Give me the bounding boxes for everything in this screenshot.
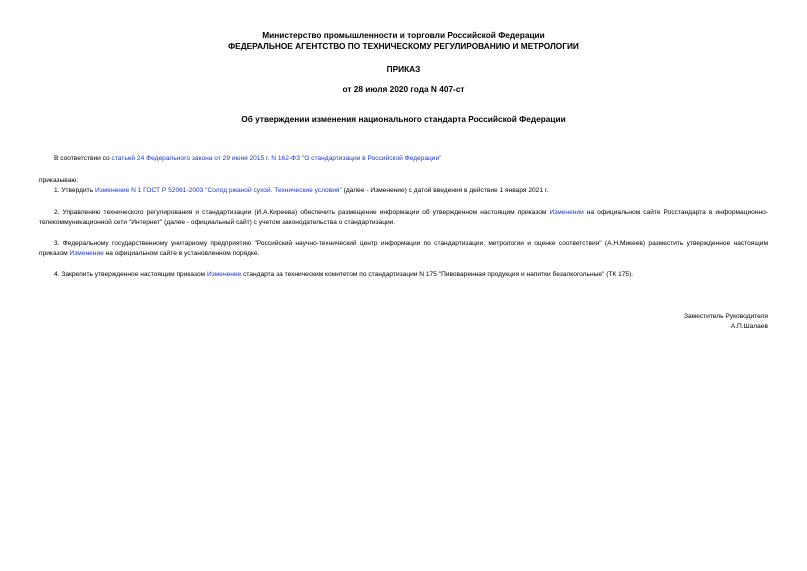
document-date-number: от 28 июля 2020 года N 407-ст bbox=[342, 84, 465, 94]
paragraph-1-text-end: (далее - Изменение) с датой введения в действие 1 января 2021 г. bbox=[341, 187, 549, 194]
paragraph-2 bbox=[39, 208, 768, 228]
order-word: приказываю: bbox=[39, 177, 79, 184]
amendment-link-4[interactable]: Изменение bbox=[206, 271, 242, 278]
document-subject: Об утверждении изменения национального стандарта Российской Федерации bbox=[241, 114, 566, 124]
preamble-text: В соответствии со bbox=[54, 155, 112, 162]
paragraph-4 bbox=[39, 270, 768, 280]
paragraph-1-text: 1. Утвердить bbox=[54, 187, 95, 194]
agency-title: ФЕДЕРАЛЬНОЕ АГЕНТСТВО ПО ТЕХНИЧЕСКОМУ РЕГУЛИРОВАНИЮ И МЕТРОЛОГИИ bbox=[228, 41, 579, 51]
paragraph-2-text-end: на официальном сайте Росстандарта в информационно-телекоммуникационной сети "Интернет" (далее - официальный сайт) с учетом законодательства о стандартизации. bbox=[39, 209, 768, 226]
preamble bbox=[54, 154, 442, 164]
paragraph-3-text-end: на официальном сайте в установленном порядке. bbox=[103, 250, 260, 257]
amendment-link-2[interactable]: Изменении bbox=[549, 209, 584, 216]
ministry-title: Министерство промышленности и торговли Российской Федерации bbox=[262, 30, 545, 40]
amendment-link-3[interactable]: Изменение bbox=[69, 250, 104, 257]
paragraph-3-text: 3. Федеральному государственному унитарному предприятию "Российский научно-технический центр информации по стандартизации, метрологии и оценке соответствия" (А.Н.Микеев) разместить утвержденное настоящим приказом bbox=[39, 240, 768, 257]
amendment-gost-link[interactable]: Изменение N 1 ГОСТ Р 52061-2003 "Солод ржаной сухой. Технические условия" bbox=[94, 187, 342, 194]
paragraph-1 bbox=[39, 186, 768, 196]
paragraph-2-text: 2. Управлению технического регулирования и стандартизации (И.А.Киреева) обеспечить размещение информации об утвержденном настоящим приказом bbox=[54, 209, 550, 216]
paragraph-4-text: 4. Закрепить утвержденное настоящим приказом bbox=[54, 271, 207, 278]
signatory-title: Заместитель Руководителя bbox=[684, 313, 768, 320]
paragraph-3 bbox=[39, 239, 768, 259]
signatory-name: А.П.Шалаев bbox=[730, 323, 768, 330]
federal-law-link[interactable]: статьей 24 Федерального закона от 29 июня 2015 г. N 162-ФЗ "О стандартизации в Российской Федерации" bbox=[111, 155, 442, 162]
paragraph-4-text-end: стандарта за техническим комитетом по стандартизации N 175 "Пивоваренная продукция и напитки безалкогольные" (ТК 175). bbox=[241, 271, 634, 278]
document-type: ПРИКАЗ bbox=[386, 64, 421, 74]
